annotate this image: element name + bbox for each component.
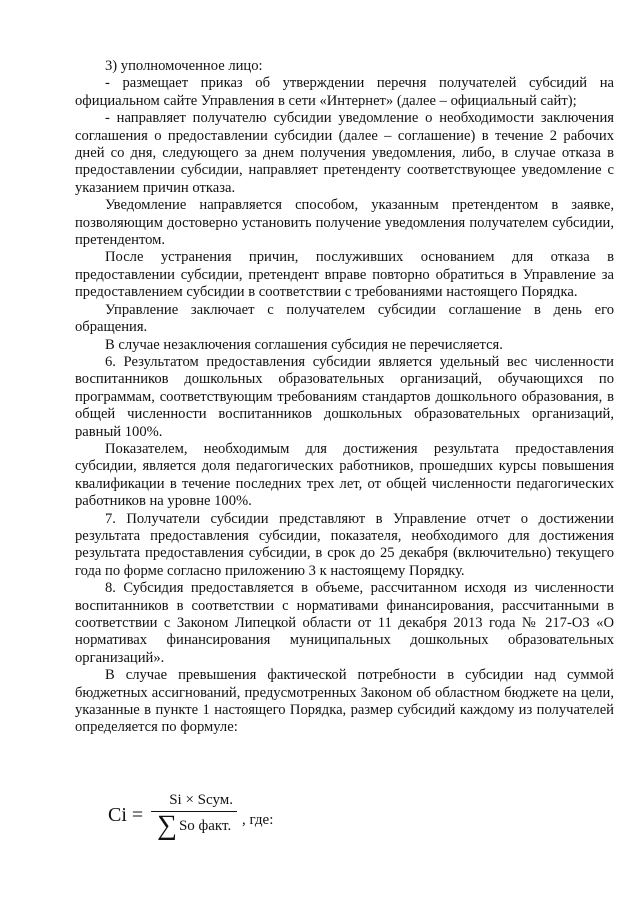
- paragraph-item-3: 3) уполномоченное лицо:: [105, 58, 263, 74]
- document-body: [75, 58, 614, 737]
- paragraph-no-agreement: В случае незаключения соглашения субсидия не перечисляется.: [105, 336, 503, 353]
- formula-tail: , где:: [242, 812, 274, 828]
- formula-numerator: Si × Sсум.: [169, 792, 234, 808]
- subsidy-formula: [108, 792, 273, 839]
- paragraph-agreement-day: Управление заключает с получателем субсидии соглашение в день его обращения.: [75, 301, 614, 336]
- paragraph-excess: В случае превышения фактической потребности в субсидии над суммой бюджетных ассигнований, предусмотренных Законом об областном бюджете на цели, указанные в пункте 1 настоящего Порядка, размер субсидий каждому из получателей определяется по формуле:: [75, 667, 614, 736]
- formula-fraction: [151, 792, 237, 839]
- paragraph-point-7: 7. Получатели субсидии представляют в Управление отчет о достижении результата предоставления субсидии, показателя, необходимого для достижения результата предоставления субсидии, в срок до 25 декабря (включительно) текущего года по форме согласно приложению 3 к настоящему Порядку.: [75, 510, 614, 579]
- paragraph-notice-method: Уведомление направляется способом, указанным претендентом в заявке, позволяющим достоверно установить получение уведомления получателем субсидии, претендентом.: [75, 197, 614, 249]
- formula-denominator-group: [157, 812, 231, 839]
- paragraph-send-notice: - направляет получателю субсидии уведомление о необходимости заключения соглашения о предоставлении субсидии (далее – соглашение) в течение 2 рабочих дней со дня, следующего за днем получения уведомления, либо, в случае отказа в предоставлении субсидии, направляет претенденту соответствующее уведомление с указанием причин отказа.: [75, 110, 614, 196]
- formula-denominator: So факт.: [178, 817, 232, 834]
- paragraph-publish-order: - размещает приказ об утверждении перечня получателей субсидий на официальном сайте Управления в сети «Интернет» (далее – официальный сайт);: [75, 75, 614, 109]
- formula-lhs: Ci =: [108, 804, 144, 826]
- paragraph-indicator: Показателем, необходимым для достижения результата предоставления субсидии, является доля педагогических работников, прошедших курсы повышения квалификации в течение последних трех лет, от общей численности педагогических работников на уровне 100%.: [75, 440, 614, 510]
- paragraph-point-8: 8. Субсидия предоставляется в объеме, рассчитанном исходя из численности воспитанников в соответствии с нормативами финансирования, рассчитанными в соответствии с Законом Липецкой области от 11 декабря 2013 года № 217-ОЗ «О нормативах финансирования муниципальных дошкольных образовательных организаций».: [75, 580, 614, 666]
- sum-sigma-symbol: ∑: [156, 810, 177, 841]
- paragraph-point-6: 6. Результатом предоставления субсидии является удельный вес численности воспитанников дошкольных образовательных организаций, обучающихся по программам, соответствующим требованиям стандартов дошкольного образования, в общей численности воспитанников дошкольных образовательных организаций, равный 100%.: [75, 353, 614, 440]
- paragraph-reapply: После устранения причин, послуживших основанием для отказа в предоставлении субсидии, претендент вправе повторно обратиться в Управление за предоставлением субсидии в соответствии с требованиями настоящего Порядка.: [75, 249, 614, 301]
